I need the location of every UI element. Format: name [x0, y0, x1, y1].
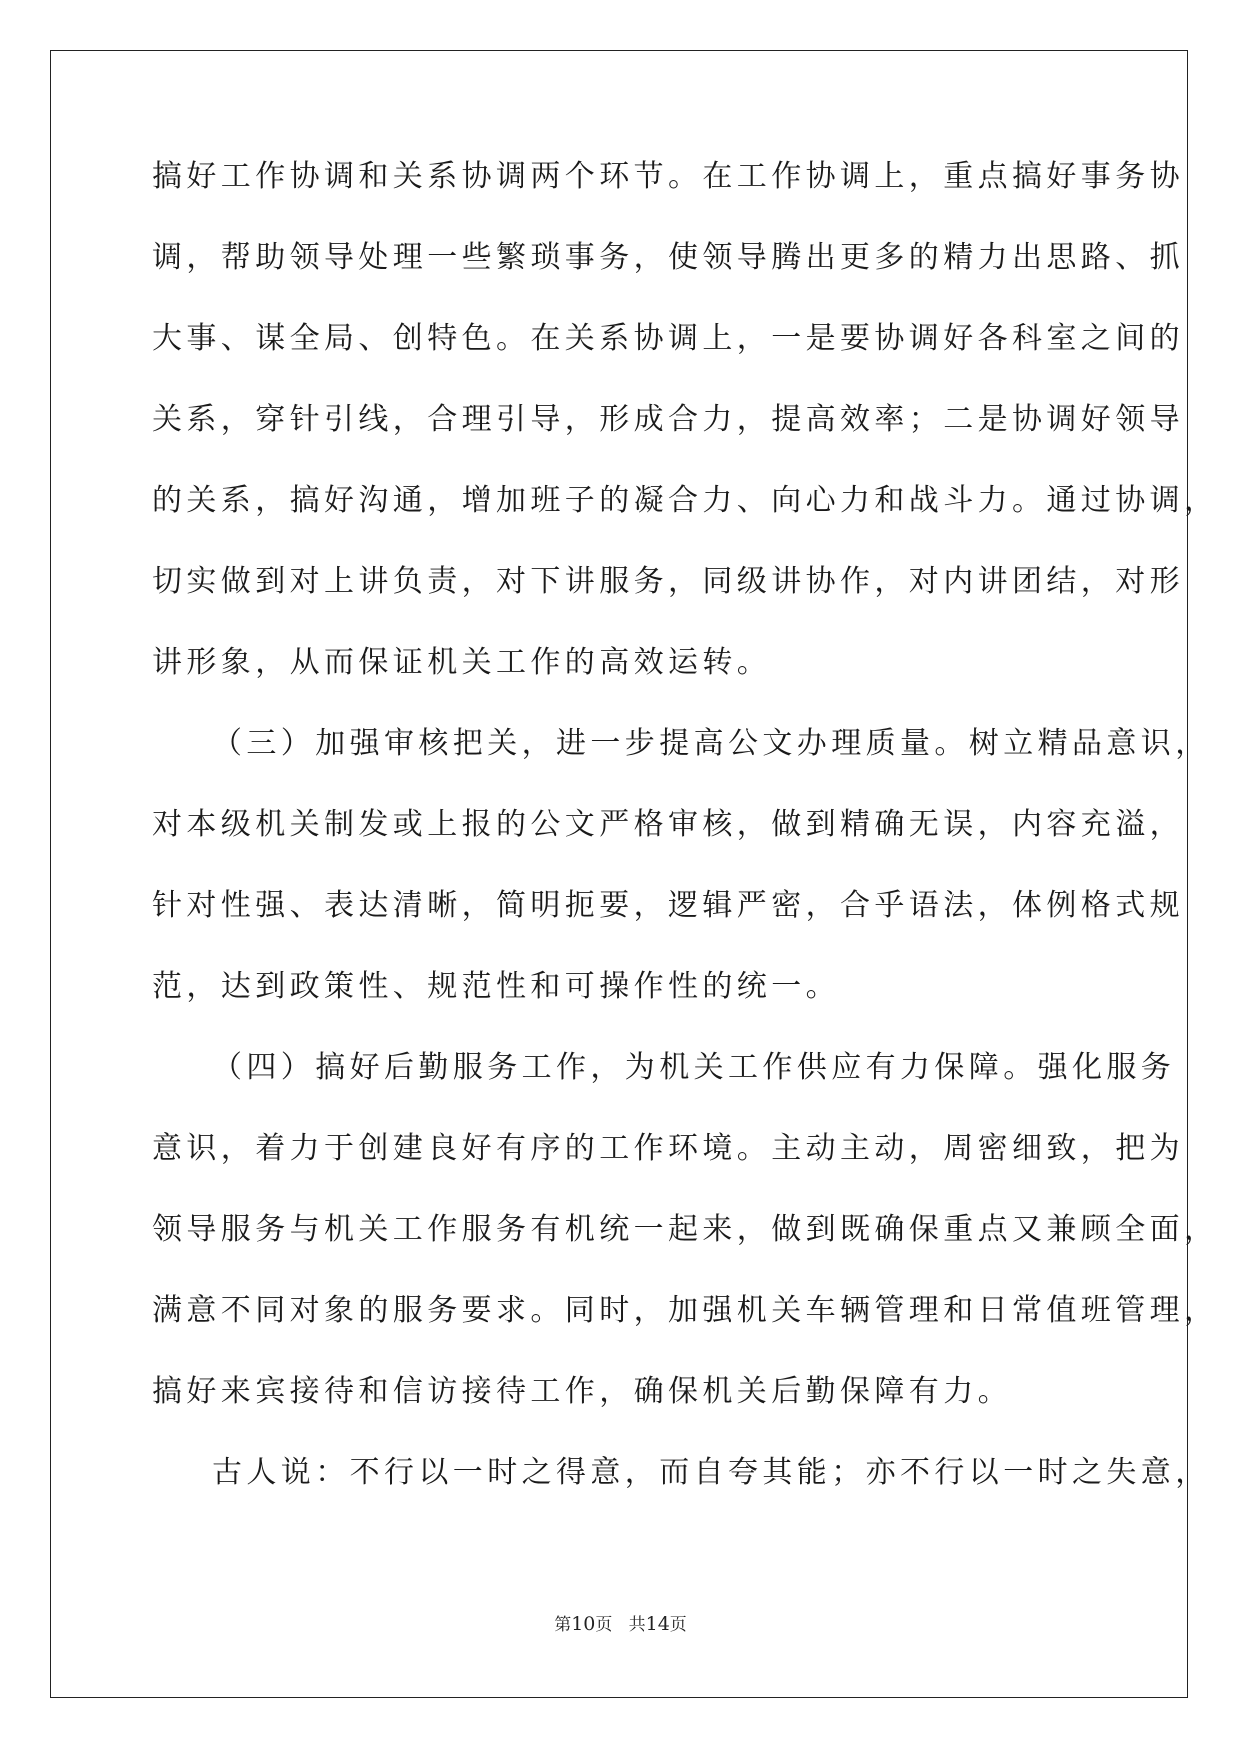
text-line: 讲形象，从而保证机关工作的高效运转。 — [152, 645, 772, 680]
text-line: 的关系，搞好沟通，增加班子的凝合力、向心力和战斗力。通过协调， — [152, 483, 1219, 518]
text-line: 范，达到政策性、规范性和可操作性的统一。 — [152, 969, 840, 1004]
document-body — [152, 159, 1219, 1537]
paragraph-start-line: （三）加强审核把关，进一步提高公文办理质量。树立精品意识， — [212, 726, 1210, 761]
page-prefix: 第 — [554, 1615, 572, 1635]
text-line: 意识，着力于创建良好有序的工作环境。主动主动，周密细致，把为 — [152, 1131, 1184, 1166]
text-line: 切实做到对上讲负责，对下讲服务，同级讲协作，对内讲团结，对形 — [152, 564, 1184, 599]
text-line: 针对性强、表达清晰，简明扼要，逻辑严密，合乎语法，体例格式规 — [152, 888, 1184, 923]
current-page-number: 10 — [571, 1613, 596, 1635]
text-line: 调，帮助领导处理一些繁琐事务，使领导腾出更多的精力出思路、抓 — [152, 240, 1184, 275]
paragraph-start-line: 古人说：不行以一时之得意，而自夸其能；亦不行以一时之失意， — [212, 1455, 1210, 1490]
text-line: 关系，穿针引线，合理引导，形成合力，提高效率；二是协调好领导 — [152, 402, 1184, 437]
page-suffix: 页 — [595, 1615, 613, 1635]
text-line: 搞好来宾接待和信访接待工作，确保机关后勤保障有力。 — [152, 1374, 1012, 1409]
paragraph-start-line: （四）搞好后勤服务工作，为机关工作供应有力保障。强化服务 — [212, 1050, 1176, 1085]
page-footer — [0, 1610, 1241, 1635]
text-line: 大事、谋全局、创特色。在关系协调上，一是要协调好各科室之间的 — [152, 321, 1184, 356]
total-suffix: 页 — [669, 1615, 687, 1635]
text-line: 领导服务与机关工作服务有机统一起来，做到既确保重点又兼顾全面， — [152, 1212, 1219, 1247]
text-line: 满意不同对象的服务要求。同时，加强机关车辆管理和日常值班管理， — [152, 1293, 1219, 1328]
text-line: 对本级机关制发或上报的公文严格审核，做到精确无误，内容充溢， — [152, 807, 1184, 842]
text-line: 搞好工作协调和关系协调两个环节。在工作协调上，重点搞好事务协 — [152, 159, 1184, 194]
total-page-count: 14 — [645, 1613, 670, 1635]
total-prefix: 共 — [628, 1615, 646, 1635]
